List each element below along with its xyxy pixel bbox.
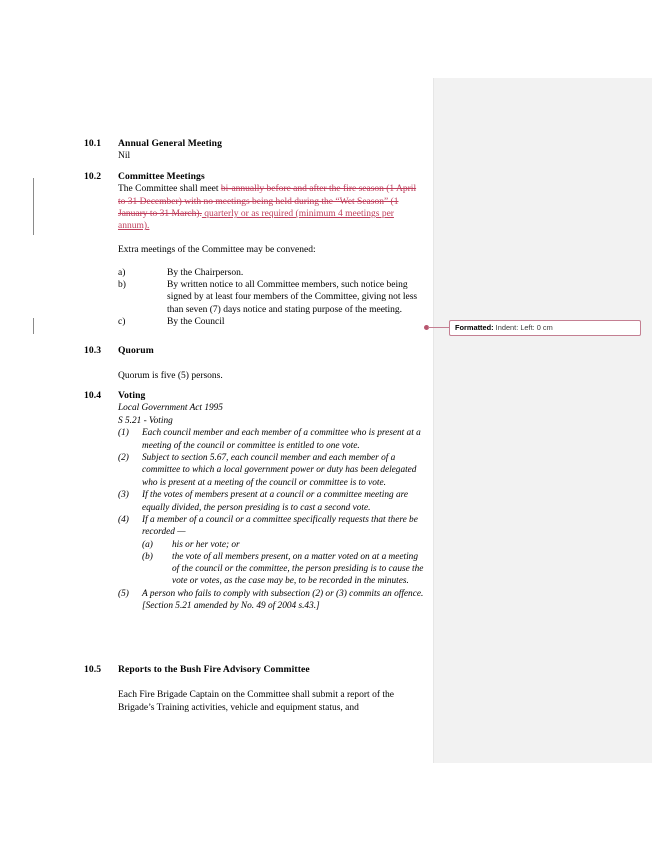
statute-sub-item bbox=[142, 551, 424, 588]
statute-section-title: S 5.21 - Voting bbox=[118, 415, 173, 426]
text-run-unchanged: The Committee shall meet bbox=[118, 184, 221, 195]
statute-subsection bbox=[118, 427, 424, 451]
list-item bbox=[118, 316, 424, 328]
subsection-number: (1) bbox=[118, 428, 129, 439]
extra-meetings-intro: Extra meetings of the Committee may be convened: bbox=[118, 244, 316, 255]
clause-10-5 bbox=[84, 664, 424, 714]
list-item bbox=[118, 267, 424, 279]
sub-item-text: the vote of all members present, on a matter voted on at a meeting of the council or the committee, the person presiding is to cause the vote or votes, as the case may be, to be recorded in the minutes. bbox=[172, 551, 424, 587]
sub-item-text: his or her vote; or bbox=[172, 539, 240, 550]
statute-sub-item bbox=[142, 539, 424, 551]
tracked-insertion: quarterly or as required (minimum 4 meetings per annum). bbox=[118, 209, 394, 232]
clause-title: Reports to the Bush Fire Advisory Committee bbox=[118, 664, 310, 675]
subsection-text: Subject to section 5.67, each council member and each member of a committee to which a local government power or duty has been delegated who is present at a meeting of the council or committee is to vote. bbox=[142, 453, 417, 488]
list-item-text: By the Chairperson. bbox=[167, 267, 244, 278]
statute-amendment-note: [Section 5.21 amended by No. 49 of 2004 s.43.] bbox=[142, 601, 320, 612]
clause-10-1 bbox=[84, 138, 424, 163]
extra-meetings-list bbox=[118, 267, 424, 328]
clause-number: 10.3 bbox=[84, 345, 102, 356]
list-item-text: By written notice to all Committee members, such notice being signed by at least four members of the Committee, giving not less than seven (7) days notice and stating purpose of the meeting. bbox=[167, 280, 418, 315]
sub-item-number: (b) bbox=[142, 551, 153, 562]
tracked-deletion: bi-annually before and after the fire season (1 April to 31 December) with no meetings being held during the “Wet Season” (1 January to 31 March). bbox=[118, 184, 417, 219]
statute-subsection bbox=[118, 452, 424, 489]
clause-number: 10.2 bbox=[84, 171, 102, 182]
callout-value: Indent: Left: 0 cm bbox=[495, 323, 553, 332]
formatted-revision-callout[interactable] bbox=[449, 320, 641, 336]
subsection-text: Each council member and each member of a committee who is present at a meeting of the council or committee is entitled to one vote. bbox=[142, 428, 421, 451]
clause-title: Voting bbox=[118, 390, 146, 401]
clause-number: 10.4 bbox=[84, 390, 102, 401]
statute-quotation bbox=[118, 402, 424, 612]
clause-title: Committee Meetings bbox=[118, 171, 205, 182]
clause-10-3 bbox=[84, 345, 424, 383]
clause-number: 10.5 bbox=[84, 664, 102, 675]
list-item-label: b) bbox=[118, 280, 126, 291]
list-item-text: By the Council bbox=[167, 317, 225, 328]
subsection-number: (3) bbox=[118, 490, 129, 501]
clause-title: Quorum bbox=[118, 345, 154, 356]
clause-number: 10.1 bbox=[84, 138, 102, 149]
clause-body: Each Fire Brigade Captain on the Committee shall submit a report of the Brigade’s Training activities, vehicle and equipment status, and bbox=[118, 690, 394, 713]
list-item bbox=[118, 279, 424, 316]
list-item-label: a) bbox=[118, 267, 126, 278]
subsection-text: A person who fails to comply with subsection (2) or (3) commits an offence. bbox=[142, 588, 424, 599]
callout-leader-line bbox=[428, 327, 450, 328]
subsection-number: (2) bbox=[118, 453, 129, 464]
statute-subsection bbox=[118, 514, 424, 538]
clause-10-2 bbox=[84, 171, 424, 328]
clause-body: Quorum is five (5) persons. bbox=[118, 371, 223, 382]
clause-body: Nil bbox=[118, 151, 131, 162]
clause-10-4 bbox=[84, 390, 424, 612]
sub-item-number: (a) bbox=[142, 539, 153, 550]
statute-subsection bbox=[118, 489, 424, 513]
subsection-number: (4) bbox=[118, 515, 129, 526]
subsection-number: (5) bbox=[118, 588, 129, 599]
clause-title: Annual General Meeting bbox=[118, 138, 222, 149]
statute-subsection bbox=[118, 588, 424, 600]
subsection-text: If a member of a council or a committee specifically requests that there be recorded — bbox=[142, 515, 418, 538]
callout-label: Formatted: bbox=[455, 323, 494, 332]
statute-act-title: Local Government Act 1995 bbox=[118, 403, 223, 414]
list-item-label: c) bbox=[118, 317, 126, 328]
markup-margin-panel bbox=[433, 78, 652, 763]
clause-body-revised bbox=[118, 183, 424, 232]
subsection-text: If the votes of members present at a council or a committee meeting are equally divided, the person presiding is to cast a second vote. bbox=[142, 490, 409, 513]
